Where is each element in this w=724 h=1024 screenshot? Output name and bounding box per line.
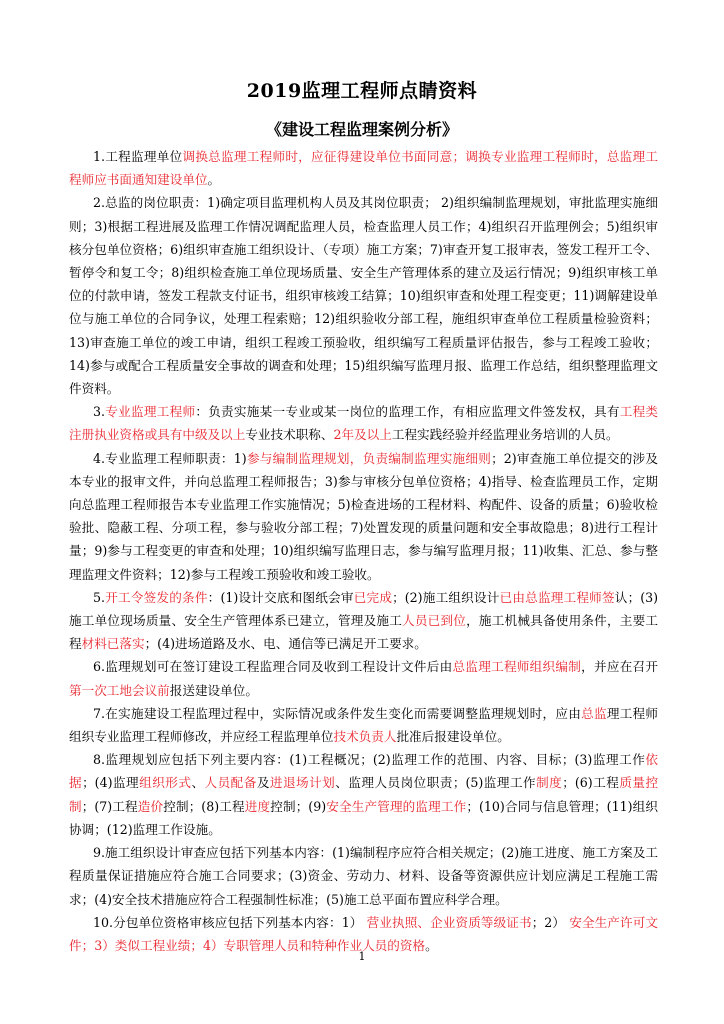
text-run: 专业技术职称、 [245, 427, 334, 443]
highlighted-text: 制度 [536, 775, 563, 791]
paragraph-9 [69, 841, 658, 911]
paragraph-2 [69, 191, 658, 400]
highlighted-text: 依据 [69, 752, 658, 791]
document-subtitle: 《建设工程监理案例分析》 [265, 120, 458, 139]
text-run: ；(6)工程 [562, 775, 620, 791]
paragraph-5 [69, 586, 658, 656]
highlighted-text: 进度 [244, 798, 271, 814]
text-run: 9.施工组织设计审查应包括下列基本内容：(1)编制程序应符合相关规定；(2)施工进度、施工方案及工程质量保证措施应符合施工合同要求；(3)资金、劳动力、材料、设备等资源供应计划应满足工程施工需求；(4)安全技术措施应符合工程强制性标准；(5)施工总平面布置应科学合理。 [69, 845, 658, 907]
highlighted-text: 总监 [581, 705, 607, 721]
text-run: 、 [191, 775, 205, 791]
text-run: ；(7)工程 [81, 798, 138, 814]
highlighted-text: 营业执照、企业资质等级证书 [366, 914, 532, 930]
highlighted-text: 安全生产许可文件；3）类似工程业绩；4）专职管理人员和特种作业人员的资格 [69, 914, 658, 953]
text-run: 6.监理规划可在签订建设工程监理合同及收到工程设计文件后由 [93, 659, 453, 675]
paragraph-6 [69, 655, 658, 701]
text-run: ，并应在召开 [581, 659, 659, 675]
text-run: 控制；(9) [270, 798, 327, 814]
text-run: ，施工机械具备使用条件，主要工程 [69, 613, 659, 652]
text-run: ；(4)监理 [82, 775, 140, 791]
text-run: ；(10)合同与信息管理；(11)组织协调；(12)监理工作设施。 [69, 798, 658, 837]
highlighted-text: 已由总监理工程师签 [499, 589, 615, 605]
text-run: 10.分包单位资格审核应包括下列基本内容：1） [93, 914, 367, 930]
highlighted-text: 技术负责人 [333, 729, 397, 745]
highlighted-text: 参与编制监理规划，负责编制监理实施细则 [246, 450, 492, 466]
highlighted-text: 总监理工程师组织编制 [452, 659, 582, 675]
highlighted-text: 质量控制 [69, 775, 659, 814]
page-number: 1 [358, 950, 366, 963]
highlighted-text: 材料已落实 [81, 636, 145, 652]
text-run: 认；(3)施工单位现场质量、安全生产管理体系已建立，管理及施工 [69, 589, 659, 629]
highlighted-text: 调换总监理工程师时，应征得建设单位书面同意；调换专业监理工程师时，总监理工程师应书面通知建设单位 [69, 149, 658, 188]
text-run: 2.总监的岗位职责：1)确定项目监理机构人员及其岗位职责； 2)组织编制监理规划，审批监理实施细则；3)根据工程进展及监理工作情况调配监理人员，检查监理人员工作；4)组织召开监理例会；5)组织审核分包单位资格；6)组织审查施工组织设计、（专项）施工方案；7)审查开复工报审表，签发工程开工令、暂停令和复工令；8)组织检查施工单位现场质量、安全生产管理体系的建立及运行情况；9)组织审核工单位的付款申请，签发工程款支付证书，组织审核竣工结算；10)组织审查和处理工程变更；11)调解建设单位与施工单位的合同争议，处理工程索赔；12)组织验收分部工程，施组织审查单位工程质量检验资料；13)审查施工单位的竣工申请，组织工程竣工预验收，组织编写工程质量评估报告，参与工程竣工验收；14)参与或配合工程质量安全事故的调查和处理；15)组织编写监理月报、监理工作总结，组织整理监理文件资料。 [69, 195, 658, 397]
text-run: 4.专业监理工程师职责：1) [93, 450, 247, 466]
text-run: ：(1)设计交底和图纸会审 [207, 589, 354, 605]
text-run: 8.监理规划应包括下列主要内容：(1)工程概况；(2)监理工作的范围、内容、目标；(3)监理工作 [93, 752, 646, 768]
highlighted-text: 人员配备 [204, 775, 257, 791]
paragraph-7 [69, 702, 658, 748]
highlighted-text: 已完成 [353, 589, 393, 605]
text-run: ：负责实施某一专业或某一岗位的监理工作，有相应监理文件签发权，具有 [195, 404, 620, 420]
highlighted-text: 造价 [137, 798, 164, 814]
highlighted-text: 第一次工地会议前 [69, 682, 170, 698]
text-run: 报送建设单位。 [169, 682, 258, 698]
text-run: ；(4)进场道路及水、电、通信等已满足开工要求。 [144, 636, 427, 652]
text-run: 1.工程监理单位 [93, 149, 183, 164]
text-run: ；2)审查施工单位提交的涉及本专业的报审文件，并向总监理工程师报告；3)参与审核分包单位资格；4)指导、检查监理员工作，定期向总监理工程师报告本专业监理工作实施情况；5)检查进场的工程材料、构配件、设备的质量；6)验收检验批、隐蔽工程、分项工程，参与验收分部工程；7)处置发现的质量问题和安全事故隐患；8)进行工程计量；9)参与工程变更的审查和处理；10)组织编写监理日志，参与编写监理月报；11)收集、汇总、参与整理监理文件资料；12)参与工程竣工预验收和竣工验收。 [69, 450, 658, 582]
text-run: 5. [93, 589, 106, 605]
text-run: ；(2)施工组织设计 [392, 589, 500, 605]
document-title: 2019监理工程师点睛资料 [246, 80, 478, 102]
paragraph-1 [69, 145, 658, 191]
highlighted-text: 安全生产管理的监理工作 [326, 798, 467, 814]
document-body [69, 145, 658, 957]
text-run: 批准后报建设单位。 [396, 729, 510, 745]
highlighted-text: 人员已到位 [402, 613, 467, 629]
highlighted-text: 组织形式 [139, 775, 192, 791]
text-run: 、监理人员岗位职责；(5)监理工作 [335, 775, 537, 791]
paragraph-3 [69, 400, 658, 446]
text-run: ；2） [531, 914, 570, 930]
paragraph-4 [69, 447, 658, 586]
text-run: 理工程师组织专业监理工程师修改，并应经工程监理单位 [69, 705, 659, 745]
text-run: 及 [256, 775, 270, 791]
highlighted-text: 专业监理工程师 [105, 404, 196, 420]
highlighted-text: 工程类注册执业资格或具有中级及以上 [69, 404, 659, 443]
text-run: 7.在实施建设工程监理过程中，实际情况或条件发生变化而需要调整监理规划时，应由 [93, 705, 582, 721]
text-run: 。 [425, 937, 438, 953]
text-run: 工程实践经验并经监理业务培训的人员。 [391, 427, 619, 443]
highlighted-text: 进退场计划 [269, 775, 336, 791]
text-run: 3. [93, 404, 106, 420]
text-run: 控制；(8)工程 [163, 798, 245, 814]
text-run: 。 [207, 172, 221, 188]
paragraph-8 [69, 748, 658, 841]
highlighted-text: 2年及以上 [333, 427, 392, 443]
highlighted-text: 开工令签发的条件 [105, 589, 208, 605]
